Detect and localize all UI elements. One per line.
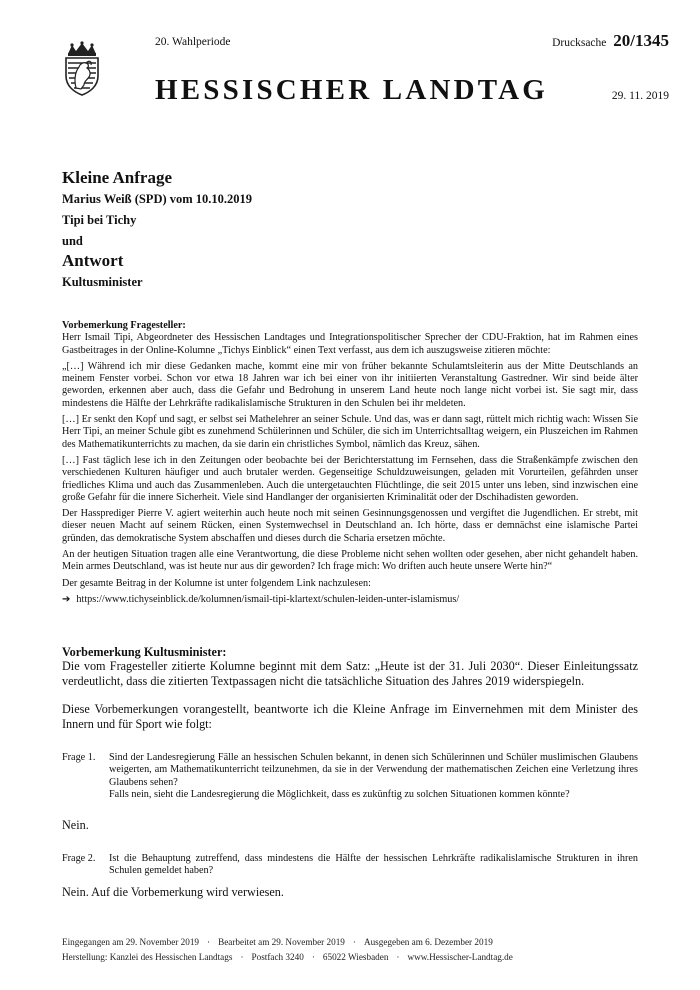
wahlperiode: 20. Wahlperiode bbox=[155, 36, 231, 48]
drucksache-number: 20/1345 bbox=[613, 31, 669, 50]
quote-paragraph: An der heutigen Situation tragen alle eine Verantwortung, die diese Probleme nicht sehen wollten oder gesehen, aber nicht gehandelt haben. Mein armes Deutschland, was ist heute nur aus dir geworden? Ich frage mich: Wo driften auch heute unsere Werte hin?“ bbox=[62, 549, 638, 573]
separator: · bbox=[352, 937, 356, 947]
question-text-followup: Falls nein, sieht die Landesregierung die Möglichkeit, dass es zukünftig zu solchen Situationen kommen könnte? bbox=[109, 788, 570, 800]
footer-city: 65022 Wiesbaden bbox=[322, 952, 389, 962]
footer-dates bbox=[62, 937, 642, 947]
question-text: Sind der Landesregierung Fälle an hessischen Schulen bekannt, in denen sich Schülerinnen und Schüler muslimischen Glaubens weigerten, am Mathematikunterricht teilzunehmen, da sie in der Verwendung der mathematischen Zeichen eine Verletzung ihres Glaubens sehen? bbox=[109, 752, 638, 788]
question-label: Frage 1. bbox=[62, 752, 96, 763]
quote-paragraph: „[…] Während ich mir diese Gedanken mache, kommt eine mir von früher bekannte Schulamtsleiterin aus der Mitte Deutschlands an meinem Fenster vorbei. Schon vor etwa 18 Jahren war ich bei einer von ihr initiierten Veranstaltung Gastredner. Wir sind beide älter geworden, erkennen aber auch, dass die Gefahr und Bedrohung in unserem Land heute noch lange nicht vorbei ist. Sie sagt mir, dass mindestens die Hälfte der Lehrkräfte radikalislamische Strukturen in den Schulen bei ihr meldeten. bbox=[62, 360, 638, 409]
connector: und bbox=[62, 234, 83, 248]
footer-production: Herstellung: Kanzlei des Hessischen Landtags bbox=[62, 952, 233, 962]
answer-label: Antwort bbox=[62, 251, 124, 270]
preface-minister-text: Die vom Fragesteller zitierte Kolumne beginnt mit dem Satz: „Heute ist der 31. Juli 2030“. Dieser Einleitungssatz verdeutlicht, dass die zitierten Textpassagen nicht die tatsächliche Situation des Jahres 2019 widerspiegeln. bbox=[62, 659, 638, 688]
preface-intro: Herr Ismail Tipi, Abgeordneter des Hessischen Landtages und Integrationspolitischer Sprecher der CDU-Fraktion, hat im Rahmen eines Gastbeitrages in der Online-Kolumne „Tichys Einblick“ einen Text verfasst, aus dem ich auszugsweise zitieren möchte: bbox=[62, 332, 638, 356]
footer-website[interactable]: www.Hessischer-Landtag.de bbox=[407, 952, 513, 962]
question-label: Frage 2. bbox=[62, 853, 96, 864]
answer-1: Nein. bbox=[62, 818, 89, 832]
source-link-row bbox=[62, 594, 638, 606]
preface-transition: Diese Vorbemerkungen vorangestellt, beantworte ich die Kleine Anfrage im Einvernehmen mit dem Minister des Innern und für Sport wie folgt: bbox=[62, 702, 638, 731]
drucksache-label: Drucksache bbox=[552, 37, 607, 49]
quote-paragraph: […] Er senkt den Kopf und sagt, er selbst sei Mathelehrer an seiner Schule. Und das, was er dann sagt, rüttelt mich richtig wach: Wissen Sie Herr Tipi, an meiner Schule gibt es zunehmend Schülerinnen und Schüler, die sich im Unterrichtsalltag weigern, ein Pluszeichen im Rahmen des Mathematikunterrichts zu machen, da sie darin ein christliches Symbol, nämlich das Kreuz, sähen. bbox=[62, 414, 638, 450]
separator: · bbox=[396, 952, 400, 962]
question-text: Ist die Behauptung zutreffend, dass mindestens die Hälfte der hessischen Lehrkräfte radikalislamische Strukturen in ihren Schulen gemeldet haben? bbox=[109, 853, 638, 877]
hesse-coat-of-arms-icon bbox=[62, 40, 102, 96]
document-heading bbox=[62, 168, 642, 290]
preface-minister bbox=[62, 645, 638, 731]
quote-paragraph: […] Fast täglich lese ich in den Zeitungen oder beobachte bei der Berichterstattung im Fernsehen, dass die Straßenkämpfe zwischen den verschiedenen Kulturen häufiger und auch brutaler werden. Gegenseitige Schuldzuweisungen, geladen mit Vorurteilen, gefährden unser friedliches Klima und auch das Zusammenleben. Auch die untergetauchten Flüchtlinge, die seit 2015 unter uns leben, sind inzwischen eine große Gefahr für die innere Sicherheit. Viele sind Handlanger der organisierten Kriminalität oder der Dschihadisten geworden. bbox=[62, 454, 638, 503]
footer-received: Eingegangen am 29. November 2019 bbox=[62, 937, 200, 947]
separator: · bbox=[207, 937, 211, 947]
parliament-title: HESSISCHER LANDTAG bbox=[155, 74, 549, 106]
author-line: Marius Weiß (SPD) vom 10.10.2019 bbox=[62, 192, 253, 206]
link-intro: Der gesamte Beitrag in der Kolumne ist unter folgendem Link nachzulesen: bbox=[62, 577, 371, 589]
footer-issued: Ausgegeben am 6. Dezember 2019 bbox=[363, 937, 493, 947]
preface-questioner bbox=[62, 320, 638, 610]
arrow-right-icon: ➔ bbox=[62, 593, 71, 605]
question-1 bbox=[62, 752, 638, 801]
document-type: Kleine Anfrage bbox=[62, 168, 173, 187]
separator: · bbox=[240, 952, 244, 962]
ministry: Kultusminister bbox=[62, 275, 143, 289]
footer-postbox: Postfach 3240 bbox=[251, 952, 304, 962]
subject: Tipi bei Tichy bbox=[62, 213, 137, 227]
quote-paragraph: Der Hassprediger Pierre V. agiert weiterhin auch heute noch mit seinen Gesinnungsgenossen und vergiftet die Jugendlichen. Er strebt, mit dieser neuen Macht auf seinem Rücken, einen Systemwechsel in Deutschland an. Ich hörte, dass er demnächst eine islamische Partei gründen, das demokratische System abschaffen und dieses durch die Scharia ersetzen möchte. bbox=[62, 508, 638, 544]
document-date: 29. 11. 2019 bbox=[611, 90, 669, 102]
preface-minister-heading: Vorbemerkung Kultusminister: bbox=[62, 645, 227, 659]
source-link[interactable]: https://www.tichyseinblick.de/kolumnen/ismail-tipi-klartext/schulen-leiden-unter-islamismus/ bbox=[76, 593, 460, 605]
footer-processed: Bearbeitet am 29. November 2019 bbox=[218, 937, 345, 947]
question-2 bbox=[62, 853, 638, 878]
drucksache bbox=[552, 31, 669, 51]
answer-2: Nein. Auf die Vorbemerkung wird verwiesen. bbox=[62, 885, 284, 899]
footer-imprint bbox=[62, 952, 642, 962]
preface-questioner-heading: Vorbemerkung Fragesteller: bbox=[62, 320, 186, 331]
separator: · bbox=[311, 952, 315, 962]
